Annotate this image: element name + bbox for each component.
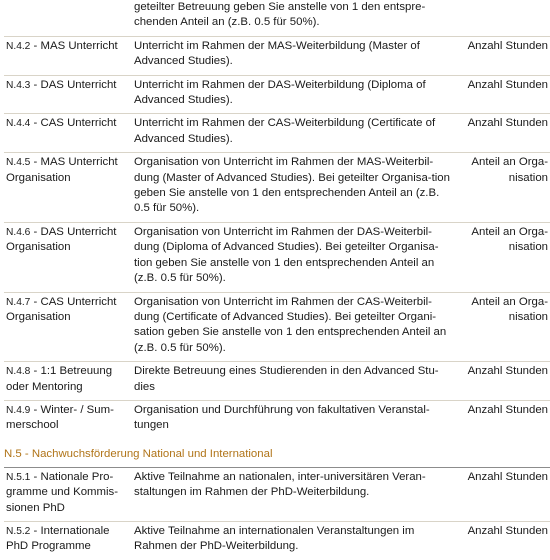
- table-row: [4, 292, 550, 362]
- table-row: [4, 400, 550, 438]
- criterion-code: [4, 400, 132, 438]
- criterion-title: - Nationale Pro-gramme und Kommis-sionen PhD: [6, 470, 119, 514]
- table-row: [4, 362, 550, 401]
- criterion-description: Organisation von Unterricht im Rahmen der MAS-Weiterbil-dung (Master of Advanced Studies). Bei geteilter Organisa-tion geben Sie anstelle von 1 den entsprechenden Anteil an (z.B. 0.5 für 50%).: [132, 153, 458, 223]
- criterion-unit: Anzahl Stunden: [458, 36, 550, 75]
- criterion-number: N.4.6: [6, 226, 31, 238]
- criteria-table-n4: [4, 0, 550, 439]
- section-heading: N.5 - Nachwuchsförderung National und International: [4, 447, 273, 460]
- criterion-title: - CAS Unterricht Organisation: [6, 295, 117, 323]
- criterion-unit: Anzahl Stunden: [458, 114, 550, 153]
- criterion-description: Organisation von Unterricht im Rahmen der DAS-Weiterbil-dung (Diploma of Advanced Studies). Bei geteilter Organisa-tion geben Sie anstelle von 1 den entsprechenden Anteil an (z.B. 0.5 für 50%).: [132, 222, 458, 292]
- table-row: [4, 0, 550, 36]
- criterion-unit: Anzahl Stunden: [458, 467, 550, 521]
- criterion-code: [4, 467, 132, 521]
- criterion-number: N.4.9: [6, 404, 31, 416]
- criterion-code: [4, 114, 132, 153]
- criterion-title: - Winter- / Sum-merschool: [6, 403, 114, 432]
- criteria-table-n5: [4, 467, 550, 560]
- criterion-number: N.5.2: [6, 525, 31, 537]
- criterion-code: [4, 0, 132, 36]
- criterion-description: Unterricht im Rahmen der CAS-Weiterbildung (Certificate of Advanced Studies).: [132, 114, 458, 153]
- criterion-description: geteilter Betreuung geben Sie anstelle von 1 den entspre-chenden Anteil an (z.B. 0.5 für 50%).: [134, 1, 426, 29]
- criterion-title: - DAS Unterricht: [30, 78, 117, 91]
- criterion-description: Aktive Teilnahme an internationalen Veranstaltungen im Rahmen der PhD-Weiterbildung.: [132, 521, 458, 559]
- criterion-number: N.4.4: [6, 118, 31, 130]
- criterion-number: N.5.1: [6, 471, 31, 483]
- criterion-unit: Anzahl Stunden: [458, 521, 550, 559]
- criterion-unit: Anteil an Orga-nisation: [458, 222, 550, 292]
- criterion-unit: Anzahl Stunden: [458, 400, 550, 438]
- table-row: [4, 36, 550, 75]
- criterion-number: N.4.5: [6, 157, 31, 169]
- table-row: [4, 114, 550, 153]
- criterion-description: Organisation und Durchführung von fakultativen Veranstal-tungen: [132, 400, 458, 438]
- criterion-unit: Anteil an Orga-nisation: [458, 153, 550, 223]
- criterion-title: - 1:1 Betreuung oder Mentoring: [6, 365, 113, 393]
- criterion-code: [4, 153, 132, 223]
- table-row: [4, 521, 550, 559]
- table-row: [4, 222, 550, 292]
- criterion-description: Direkte Betreuung eines Studierenden in den Advanced Stu-dies: [132, 362, 458, 401]
- criterion-title: - MAS Unterricht Organisation: [6, 156, 118, 184]
- criterion-number: N.4.2: [6, 40, 31, 52]
- criterion-description: Organisation von Unterricht im Rahmen der CAS-Weiterbil-dung (Certificate of Advanced Studies). Bei geteilter Organi-sation geben Sie anstelle von 1 den entsprechenden Anteil an (z.B. 0.5 für 50%).: [132, 292, 458, 362]
- criterion-number: N.4.3: [6, 79, 31, 91]
- criterion-description: Unterricht im Rahmen der DAS-Weiterbildung (Diploma of Advanced Studies).: [132, 75, 458, 114]
- criterion-number: N.4.7: [6, 296, 31, 308]
- criterion-description: Unterricht im Rahmen der MAS-Weiterbildung (Master of Advanced Studies).: [132, 36, 458, 75]
- table-row: [4, 75, 550, 114]
- criterion-number: N.4.8: [6, 366, 31, 378]
- criterion-code: [4, 75, 132, 114]
- criterion-code: [4, 521, 132, 559]
- table-row: [4, 467, 550, 521]
- criterion-unit: [458, 0, 550, 36]
- criterion-description: Aktive Teilnahme an nationalen, inter-universitären Veran-staltungen im Rahmen der PhD-Weiterbildung.: [132, 467, 458, 521]
- criterion-unit: Anzahl Stunden: [458, 75, 550, 114]
- criterion-code: [4, 222, 132, 292]
- criterion-title: - MAS Unterricht: [30, 39, 118, 52]
- criterion-title: - DAS Unterricht Organisation: [6, 225, 117, 254]
- criterion-title: - Internationale PhD Programme: [6, 524, 110, 553]
- criterion-code: [4, 362, 132, 401]
- criterion-title: - CAS Unterricht: [30, 117, 117, 130]
- criterion-unit: Anteil an Orga-nisation: [458, 292, 550, 362]
- criterion-code: [4, 36, 132, 75]
- criterion-code: [4, 292, 132, 362]
- table-row: [4, 153, 550, 223]
- criterion-unit: Anzahl Stunden: [458, 362, 550, 401]
